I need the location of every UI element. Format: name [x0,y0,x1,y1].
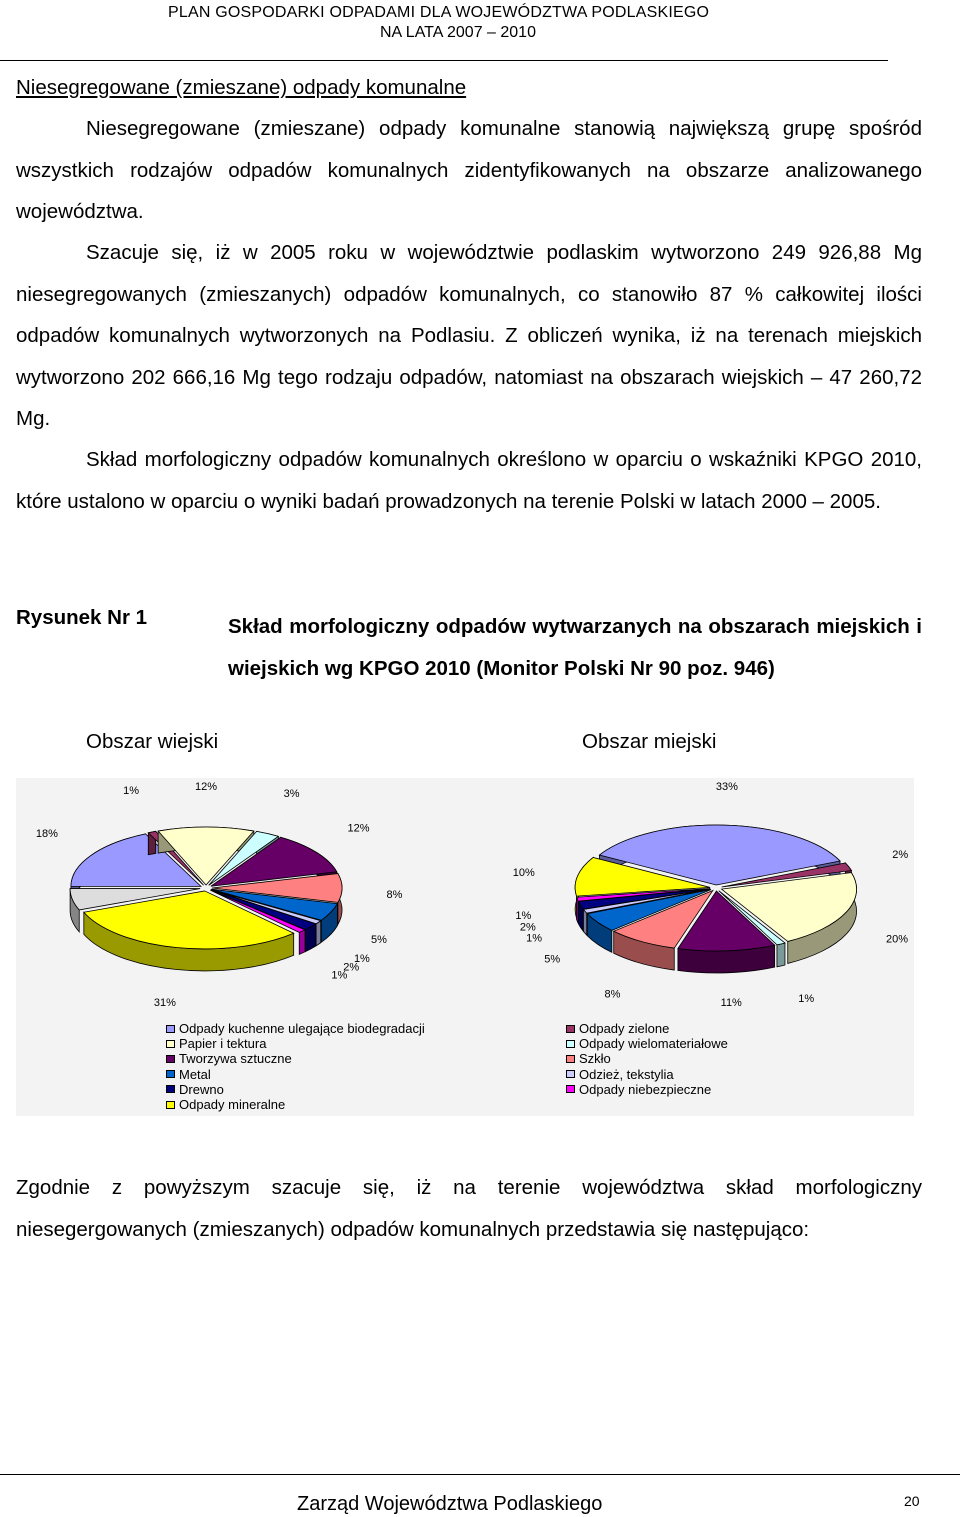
pie-data-label: 1% [353,952,370,965]
pie-data-label: 8% [604,988,621,1001]
pie-data-label: 12% [194,781,218,793]
pie-data-label: 2% [892,849,909,862]
pie-slice-side [583,909,586,935]
legend-label: Odpady niebezpieczne [579,1081,712,1097]
legend-label: Odpady kuchenne ulegające biodegradacji [179,1021,425,1036]
legend-item [166,1082,425,1097]
pie-chart-rural [36,781,403,1009]
paragraph-3: Skład morfologiczny odpadów komunalnych określono w oparciu o wskaźniki KPGO 2010, które ustalono w oparciu o wyniki badań prowadzonych na terenie Polski w latach 2000 – 2005. [16,448,922,513]
page-header [0,0,960,60]
legend-swatch [166,1040,175,1048]
legend-item [566,1082,728,1097]
pie-data-label: 2% [519,921,536,934]
header-subtitle: NA LATA 2007 – 2010 [380,24,536,41]
paragraph-4: Zgodnie z powyższym szacuje się, iż na terenie województwa skład morfologiczny niesegergowanych (zmieszanych) odpadów komunalnych przedstawia się następująco: [16,1176,922,1241]
legend-label: Papier i tektura [179,1036,267,1052]
legend-swatch [566,1055,575,1063]
pie-charts-svg [16,778,914,1116]
legend-item [566,1036,728,1051]
legend-item [166,1051,425,1066]
pie-data-label: 1% [123,784,140,797]
pie-data-label: 11% [720,997,742,1009]
legend-left [166,1021,425,1112]
pie-slice-side [316,921,321,946]
legend-item [166,1067,425,1082]
header-title: PLAN GOSPODARKI ODPADAMI DLA WOJEWÓDZTWA PODLASKIEGO [168,4,710,21]
legend-label: Drewno [179,1081,224,1097]
pie-data-label: 5% [544,953,561,966]
legend-swatch [166,1101,175,1109]
pie-data-label: 31% [153,997,176,1009]
legend-swatch [166,1055,175,1063]
section-title: Niesegregowane (zmieszane) odpady komunalne [16,76,467,99]
pie-data-label: 18% [35,828,58,841]
legend-item [566,1021,728,1036]
pie-data-label: 1% [515,909,532,922]
legend-label: Odpady mineralne [179,1097,286,1113]
pie-data-label: 12% [347,822,370,835]
pie-data-label: 10% [512,866,535,879]
legend-right [566,1021,728,1097]
pie-data-label: 1% [798,993,815,1006]
paragraph-2: Szacuje się, iż w 2005 roku w województwie podlaskim wytworzono 249 926,88 Mg niesegregowanych (zmieszanych) odpadów komunalnych, co stanowiło 87 % całkowitej ilości odpadów komunalnych wytworzonych na Podlasiu. Z obliczeń wynika, iż na terenach miejskich wytworzono 202 666,16 Mg tego rodzaju odpadów, natomiast na obszarach wiejskich – 47 260,72 Mg. [16,241,922,430]
legend-label: Tworzywa sztuczne [179,1051,292,1067]
figure-title: Skład morfologiczny odpadów wytwarzanych na obszarach miejskich i wiejskich wg KPGO 2010 (Monitor Polski Nr 90 poz. 946) [228,615,922,680]
legend-item [566,1067,728,1082]
page-number: 20 [904,1493,920,1509]
legend-swatch [166,1085,175,1093]
legend-swatch [566,1025,575,1033]
footer-text: Zarząd Województwa Podlaskiego [297,1493,603,1515]
paragraph-1: Niesegregowane (zmieszane) odpady komunalne stanowią największą grupę spośród wszystkich rodzajów odpadów komunalnych zidentyfikowanych na obszarze analizowanego województwa. [16,117,922,223]
legend-label: Odzież, tekstylia [579,1066,674,1082]
footer-rule [0,1474,960,1475]
legend-label: Metal [179,1066,211,1082]
pie-charts-figure [16,778,914,1116]
legend-item [166,1021,425,1036]
legend-swatch [566,1070,575,1078]
legend-swatch [566,1040,575,1048]
pie-data-label: 2% [343,961,360,974]
pie-slice-side [299,930,305,955]
legend-swatch [166,1070,175,1078]
rural-pie-label: Obszar wiejski [86,730,219,753]
pie-data-label: 8% [386,889,403,901]
legend-swatch [166,1025,175,1033]
pie-data-label: 1% [526,932,543,945]
header-rule [0,60,888,61]
pie-data-label: 33% [715,781,738,793]
legend-swatch [566,1085,575,1093]
pie-data-label: 3% [283,787,300,800]
pie-chart-urban [513,781,909,1009]
pie-data-label: 5% [371,934,387,947]
legend-label: Odpady zielone [579,1021,670,1036]
legend-label: Odpady wielomateriałowe [579,1036,728,1052]
legend-item [166,1036,425,1051]
pie-data-label: 20% [886,933,909,946]
figure-label: Rysunek Nr 1 [16,606,148,629]
legend-item [166,1097,425,1112]
urban-pie-label: Obszar miejski [582,730,717,753]
pie-data-label: 1% [331,969,348,982]
legend-label: Szkło [579,1051,611,1067]
pie-slice-side [777,943,785,967]
legend-item [566,1051,728,1066]
